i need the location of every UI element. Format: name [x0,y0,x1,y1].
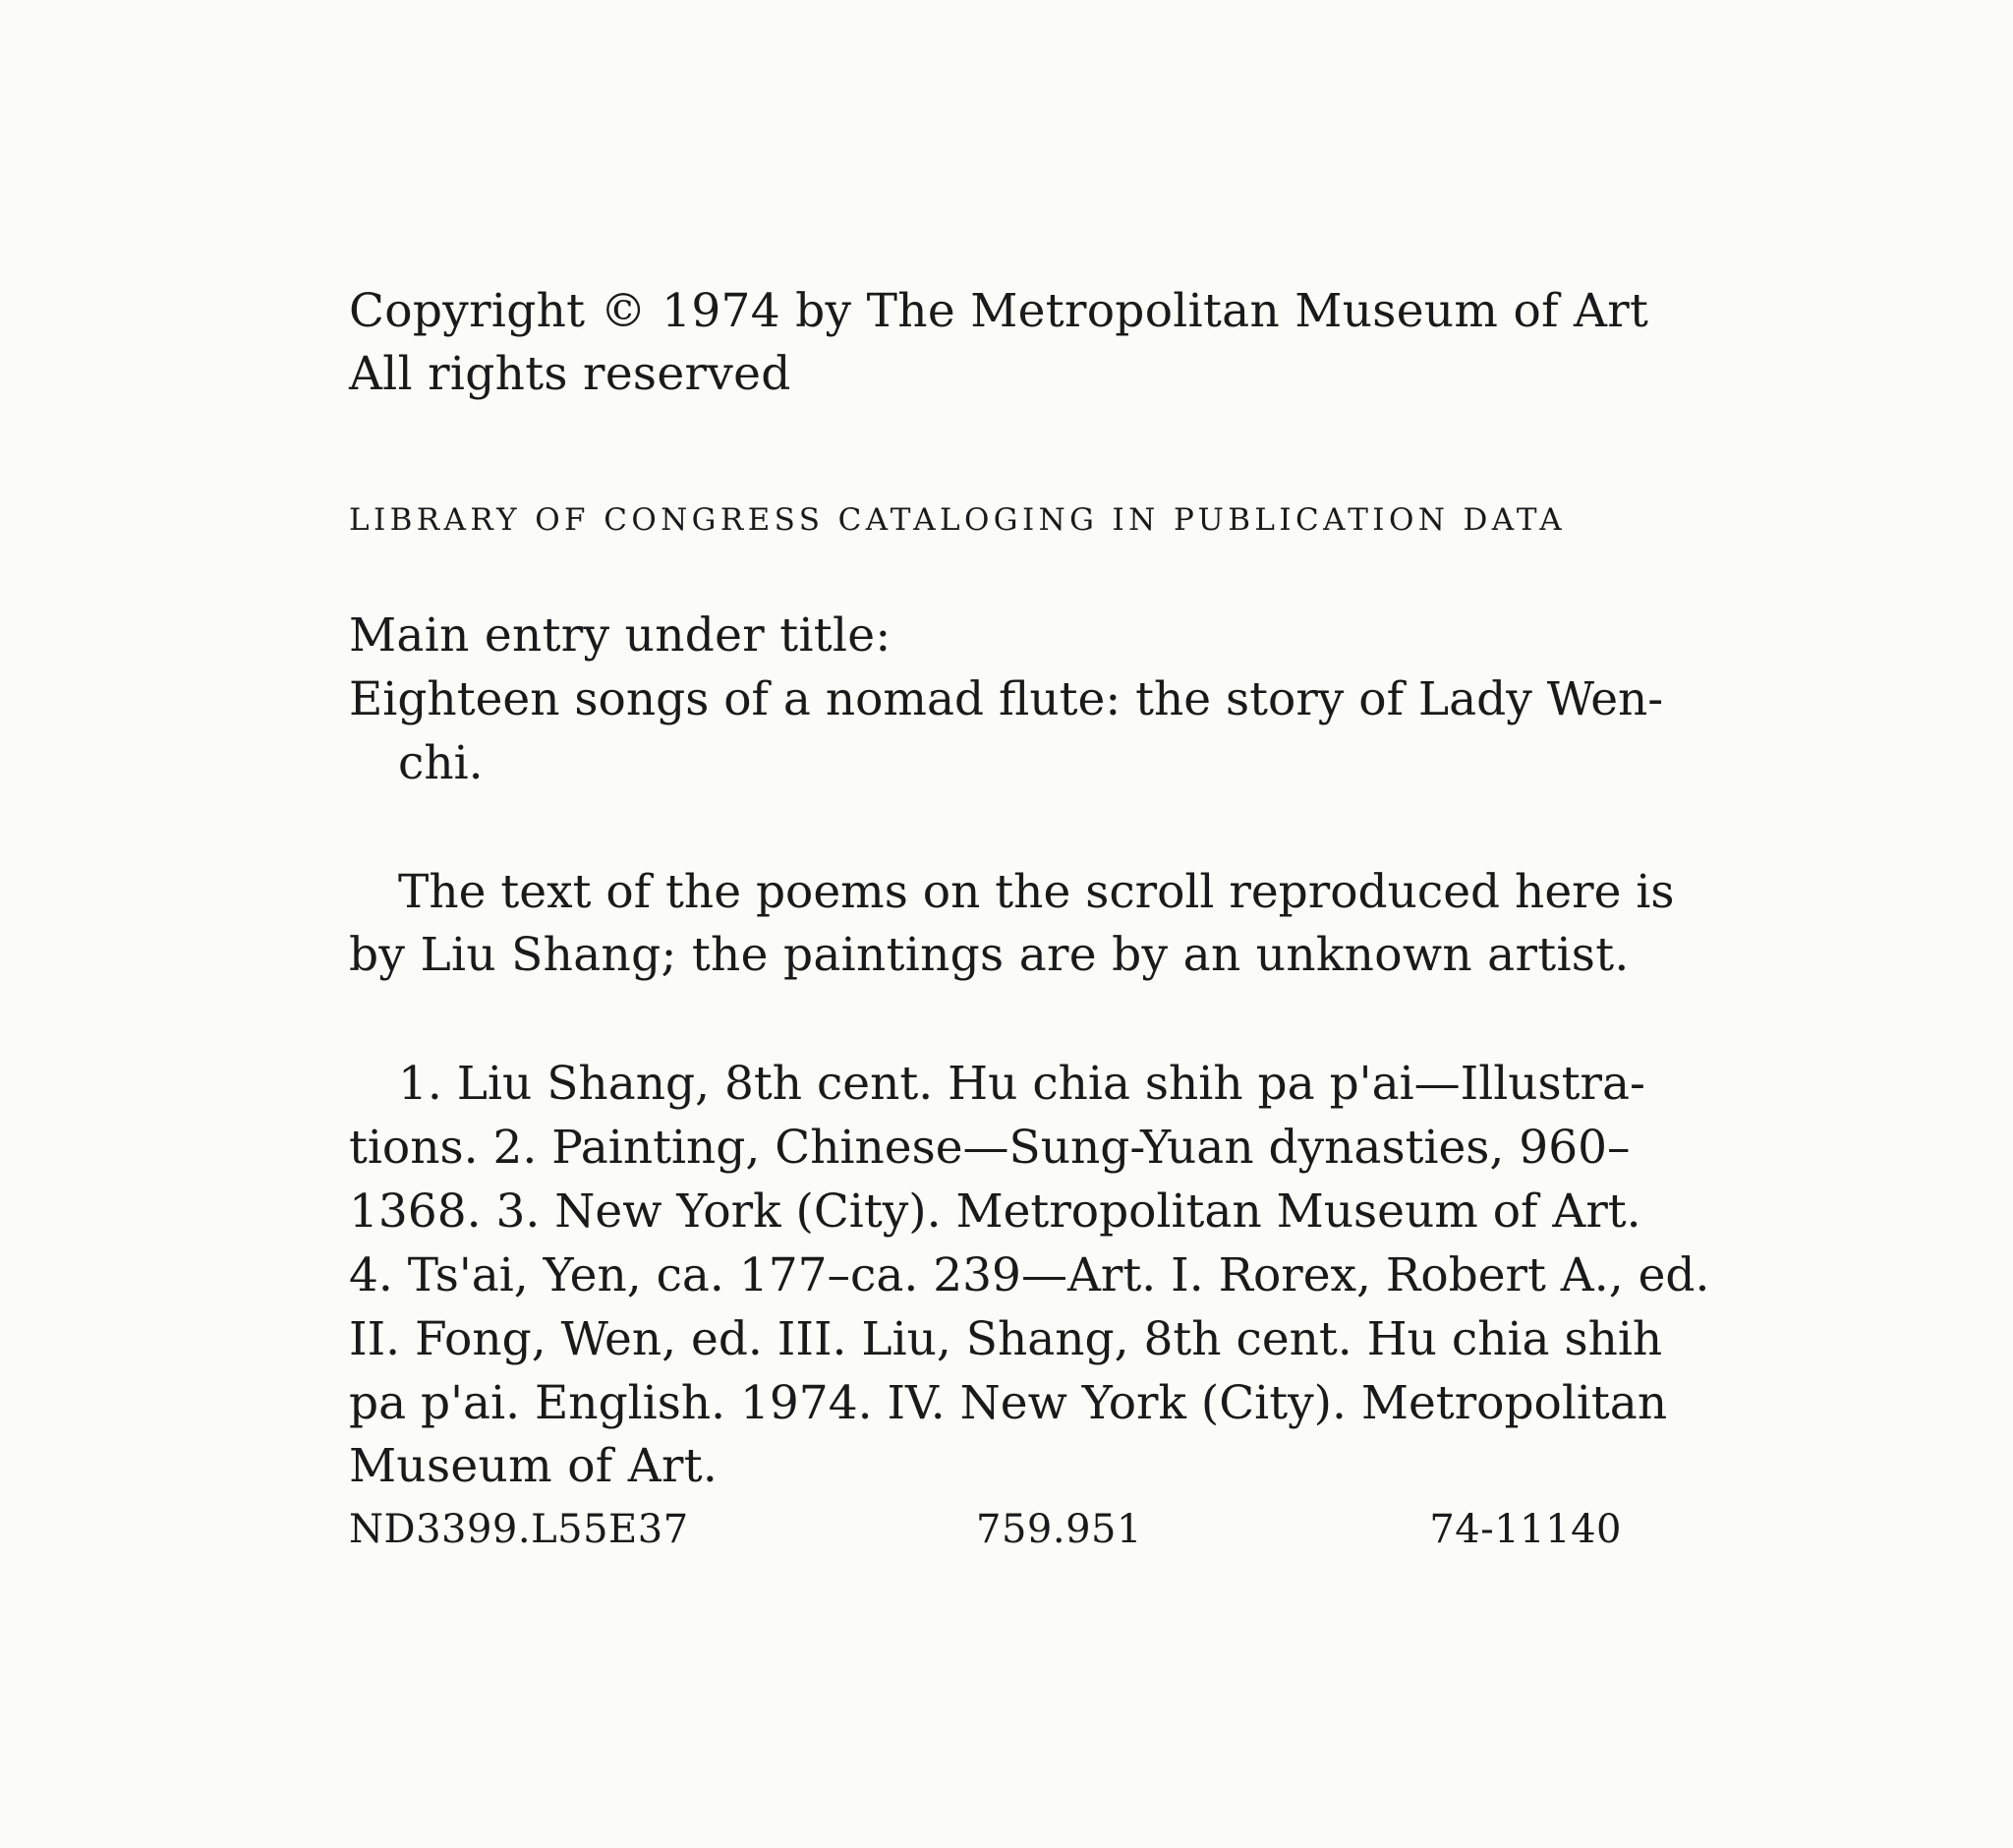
subject-line: tions. 2. Painting, Chinese—Sung-Yuan dynasties, 960– [349,1121,1631,1175]
lc-call-number: ND3399.L55E37 [349,1507,689,1552]
subject-line: II. Fong, Wen, ed. III. Liu, Shang, 8th cent. Hu chia shih [349,1312,1663,1366]
subject-line: 1368. 3. New York (City). Metropolitan Museum of Art. [349,1184,1641,1239]
copyright-line: Copyright © 1974 by The Metropolitan Museum of Art [349,284,1649,338]
main-entry-block [349,605,1664,795]
subject-line: 4. Ts'ai, Yen, ca. 177–ca. 239—Art. I. Rorex, Robert A., ed. [349,1248,1710,1302]
subject-line: 1. Liu Shang, 8th cent. Hu chia shih pa p'ai—Illustra- [398,1057,1645,1111]
main-entry-title-line1: Eighteen songs of a nomad flute: the story of Lady Wen- [349,672,1664,726]
call-numbers-row [349,1502,1622,1557]
note-line1: The text of the poems on the scroll reproduced here is [398,865,1675,919]
subject-line: pa p'ai. English. 1974. IV. New York (City). Metropolitan [349,1376,1668,1430]
cip-heading: LIBRARY OF CONGRESS CATALOGING IN PUBLICATION DATA [349,502,1567,538]
main-entry-title-line2: chi. [398,736,484,790]
main-entry-label: Main entry under title: [349,608,891,663]
lccn-number: 74-11140 [1429,1507,1622,1552]
copyright-block [349,280,1649,406]
subjects-block [349,1052,1710,1498]
note-line2: by Liu Shang; the paintings are by an unknown artist. [349,928,1630,982]
subject-line: Museum of Art. [349,1439,719,1493]
note-block [349,860,1675,987]
rights-line: All rights reserved [349,347,791,401]
dewey-number: 759.951 [976,1507,1142,1552]
copyright-page [349,280,1710,1557]
